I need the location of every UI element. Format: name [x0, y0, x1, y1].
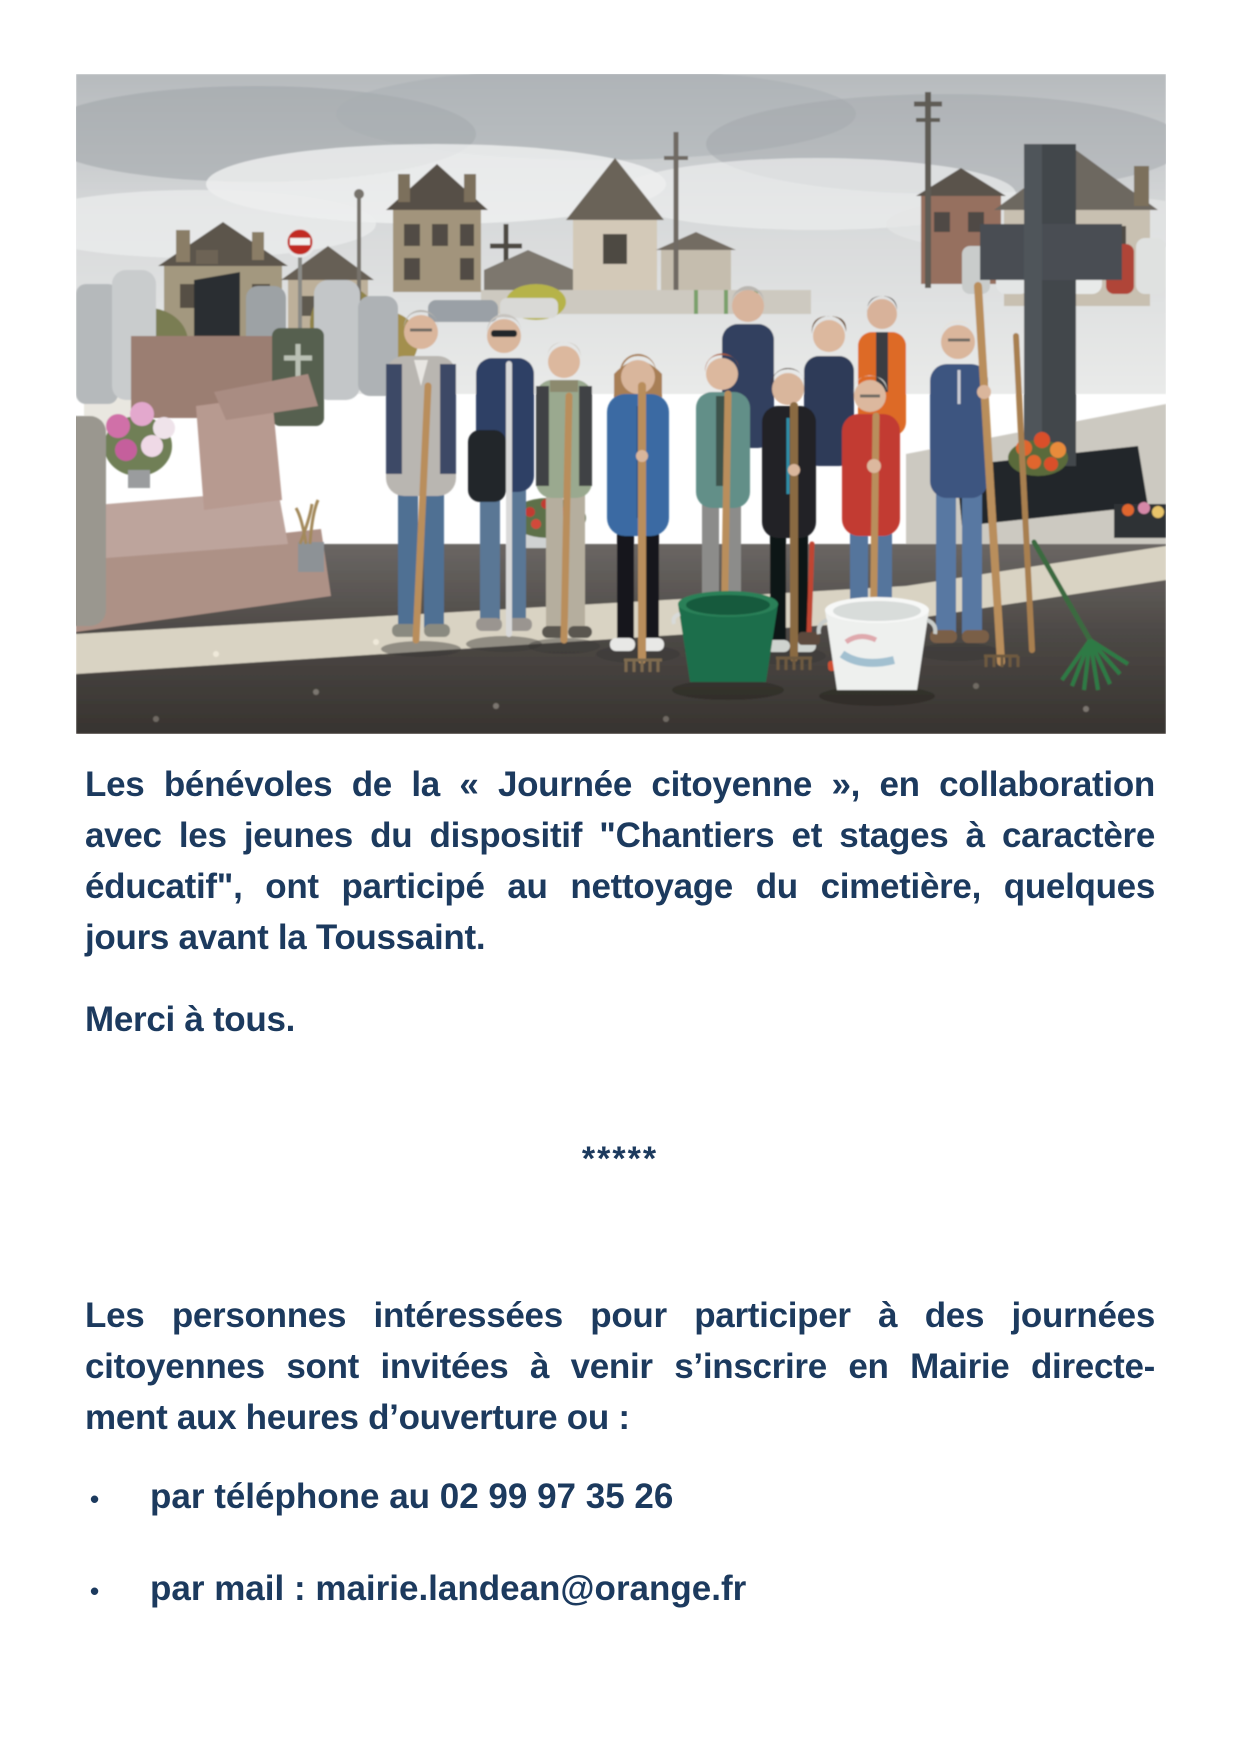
- paragraph-line: éducatif", ont participé au nettoyage du cimetière, quelques: [85, 867, 1155, 906]
- paragraph-line: Les bénévoles de la « Journée citoyenne », en collaboration: [85, 765, 1155, 804]
- thanks-line: Merci à tous.: [85, 1000, 296, 1039]
- bullet-email: [85, 1563, 1155, 1614]
- paragraph-line: avec les jeunes du dispositif "Chantiers et stages à caractère: [85, 816, 1155, 855]
- white-bucket: [819, 597, 936, 706]
- paragraph-line: Les personnes intéressées pour participer à des journées: [85, 1296, 1155, 1335]
- email-text: par mail : mairie.landean@orange.fr: [150, 1569, 747, 1608]
- person-edge-left: [76, 416, 106, 626]
- green-bucket: [672, 591, 784, 700]
- phone-text: par téléphone au 02 99 97 35 26: [150, 1477, 674, 1516]
- paragraph-line: ment aux heures d’ouverture ou :: [85, 1398, 630, 1437]
- paragraph-line: jours avant la Toussaint.: [85, 918, 486, 957]
- asterisk-separator: *****: [581, 1140, 659, 1178]
- paragraph-volunteers: [85, 759, 1155, 963]
- paragraph-registration: [85, 1290, 1155, 1443]
- volunteers-cemetery-photo: [76, 74, 1166, 734]
- bullet-icon: •: [90, 1576, 100, 1606]
- photo-illustration: [76, 74, 1166, 734]
- paragraph-line: citoyennes sont invitées à venir s’inscrire en Mairie directe-: [85, 1347, 1155, 1386]
- bullet-icon: •: [90, 1484, 100, 1514]
- thanks-text: [85, 994, 1155, 1045]
- bullet-phone: [85, 1471, 1155, 1522]
